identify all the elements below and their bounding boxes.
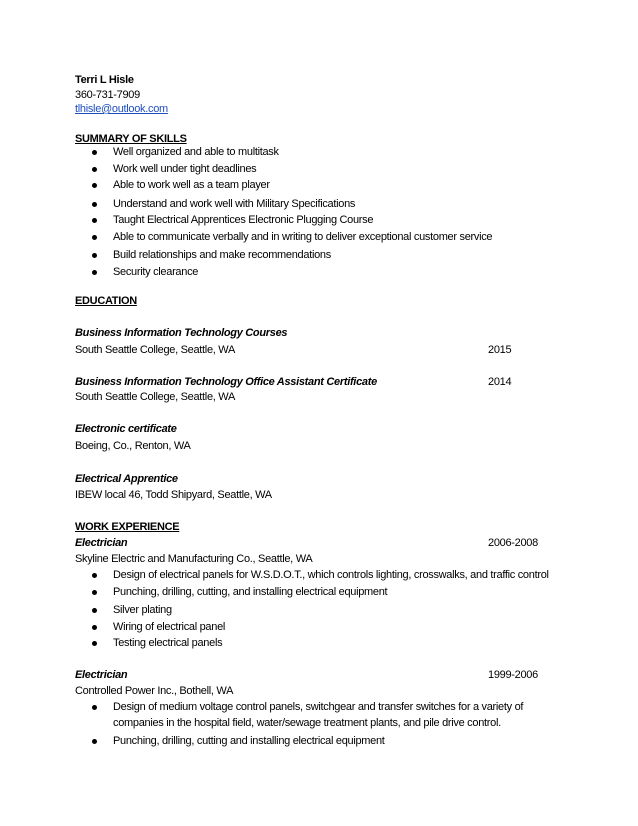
applicant-name: Terri L Hisle	[75, 74, 134, 86]
list-item: Design of electrical panels for W.S.D.O.T., which controls lighting, crosswalks, and traffic control	[0, 567, 549, 584]
education-title: Electronic certificate	[75, 423, 177, 435]
job-duties-list	[0, 699, 533, 750]
bullet-icon	[92, 270, 97, 275]
education-year: 2015	[488, 344, 512, 356]
education-year: 2014	[488, 376, 512, 388]
bullet-icon	[92, 167, 97, 172]
list-item: Security clearance	[0, 264, 492, 281]
bullet-icon	[92, 739, 97, 744]
bullet-icon	[92, 705, 97, 710]
list-item: Testing electrical panels	[0, 635, 549, 652]
list-item: Punching, drilling, cutting and installing electrical equipment	[0, 733, 533, 750]
bullet-icon	[92, 150, 97, 155]
list-item: Well organized and able to multitask	[0, 144, 492, 161]
bullet-icon	[92, 590, 97, 595]
education-title: Business Information Technology Courses	[75, 327, 288, 339]
bullet-icon	[92, 202, 97, 207]
list-item: Wiring of electrical panel	[0, 619, 549, 636]
skills-list	[0, 144, 492, 280]
list-item: Taught Electrical Apprentices Electronic Plugging Course	[0, 212, 492, 229]
list-item: Understand and work well with Military Specifications	[0, 196, 492, 213]
education-place: IBEW local 46, Todd Shipyard, Seattle, WA	[75, 489, 272, 501]
list-item: Work well under tight deadlines	[0, 161, 492, 178]
bullet-icon	[92, 183, 97, 188]
job-company: Controlled Power Inc., Bothell, WA	[75, 685, 234, 697]
education-place: South Seattle College, Seattle, WA	[75, 391, 235, 403]
list-item: Punching, drilling, cutting, and installing electrical equipment	[0, 584, 549, 601]
job-company: Skyline Electric and Manufacturing Co., Seattle, WA	[75, 553, 313, 565]
list-item: Able to work well as a team player	[0, 177, 492, 194]
job-dates: 2006-2008	[488, 537, 538, 549]
bullet-icon	[92, 235, 97, 240]
education-place: South Seattle College, Seattle, WA	[75, 344, 235, 356]
bullet-icon	[92, 608, 97, 613]
bullet-icon	[92, 253, 97, 258]
skills-heading: SUMMARY OF SKILLS	[75, 133, 187, 145]
bullet-icon	[92, 641, 97, 646]
list-item: Design of medium voltage control panels, switchgear and transfer switches for a variety of companies in the hospital field, water/sewage treatment plants, and pile drive control.	[0, 699, 533, 731]
job-title: Electrician	[75, 537, 128, 549]
job-dates: 1999-2006	[488, 669, 538, 681]
work-heading: WORK EXPERIENCE	[75, 521, 180, 533]
list-item: Silver plating	[0, 602, 549, 619]
bullet-icon	[92, 218, 97, 223]
education-place: Boeing, Co., Renton, WA	[75, 440, 191, 452]
bullet-icon	[92, 573, 97, 578]
education-heading: EDUCATION	[75, 295, 137, 307]
job-title: Electrician	[75, 669, 128, 681]
bullet-icon	[92, 625, 97, 630]
list-item: Able to communicate verbally and in writing to deliver exceptional customer service	[0, 229, 492, 246]
phone-number: 360-731-7909	[75, 89, 140, 101]
education-title: Electrical Apprentice	[75, 473, 178, 485]
education-title: Business Information Technology Office Assistant Certificate	[75, 376, 377, 388]
job-duties-list	[0, 567, 549, 652]
email-link[interactable]: tlhisle@outlook.com	[75, 103, 168, 115]
list-item: Build relationships and make recommendations	[0, 247, 492, 264]
